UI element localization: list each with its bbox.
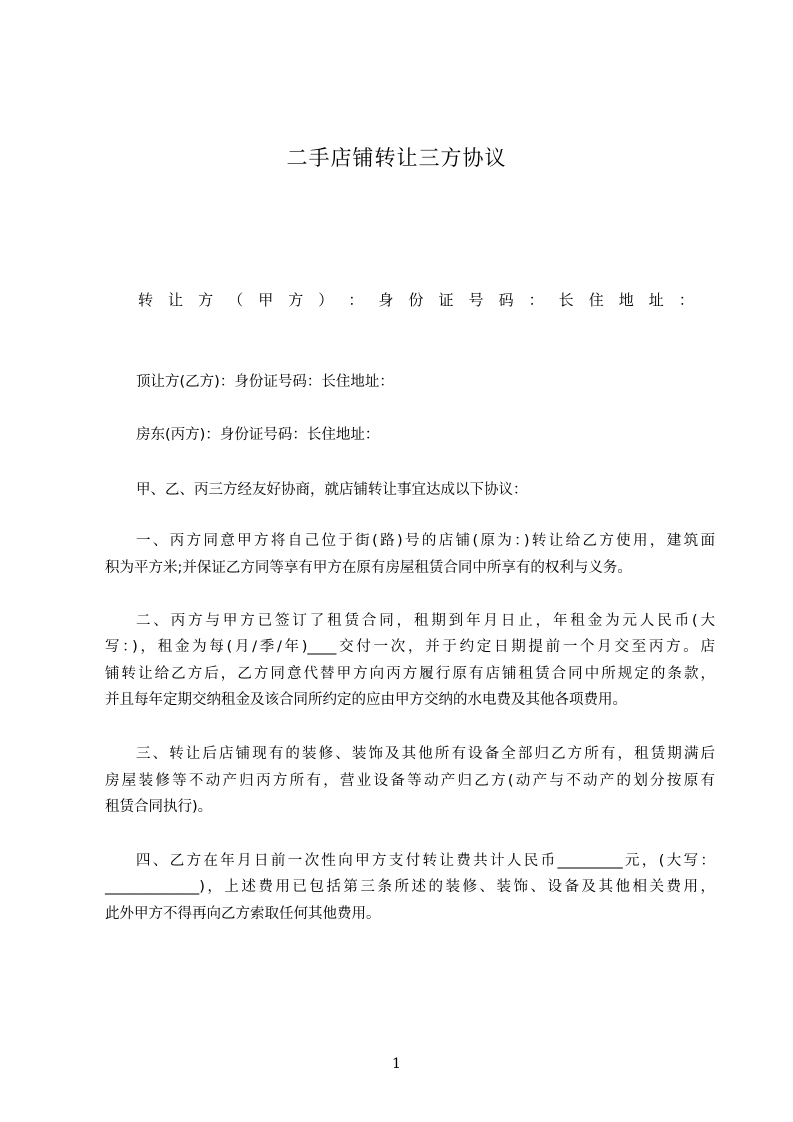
- transferor-line-char: ：: [348, 291, 364, 309]
- clause-1-line-1: 一、丙方同意甲方将自己位于街(路)号的店铺(原为：)转让给乙方使用，建筑面: [136, 533, 715, 549]
- transferor-line-char: 址: [648, 291, 664, 309]
- clause-4-line-2: _____________)，上述费用已包括第三条所述的装修、装饰、设备及其他相关费用，: [105, 879, 715, 895]
- clause-1-line-2: 积为平方米;并保证乙方同等享有甲方在原有房屋租赁合同中所享有的权利与义务。: [105, 560, 632, 576]
- clause-4-line-3: 此外甲方不得再向乙方索取任何其他费用。: [105, 906, 381, 922]
- transferor-line-char: 让: [168, 291, 184, 309]
- page-number: 1: [392, 1056, 401, 1072]
- document-title: 二手店铺转让三方协议: [286, 146, 507, 170]
- transferor-line-char: ：: [678, 291, 694, 309]
- transferor-line-char: 转: [138, 291, 154, 309]
- clause-2-line-4: 并且每年定期交纳租金及该合同所约定的应由甲方交纳的水电费及其他各项费用。: [105, 692, 627, 708]
- clause-3-line-1: 三、转让后店铺现有的装修、装饰及其他所有设备全部归乙方所有，租赁期满后: [136, 746, 715, 762]
- clause-3-line-2: 房屋装修等不动产归丙方所有，营业设备等动产归乙方(动产与不动产的划分按原有: [105, 773, 715, 789]
- clause-2-line-2: 写：)，租金为每(月/季/年)____交付一次，并于约定日期提前一个月交至丙方。店: [105, 639, 715, 655]
- transferor-line-char: 长: [558, 291, 574, 309]
- transferor-line-char: （: [228, 291, 244, 309]
- transferor-line-char: ）: [318, 291, 334, 309]
- transferor-line-char: 码: [498, 291, 514, 309]
- transferor-line: [138, 290, 694, 310]
- transferor-line-char: 方: [198, 291, 214, 309]
- transferor-line-char: 地: [618, 291, 634, 309]
- transferor-line-char: 住: [588, 291, 604, 309]
- clause-2-line-3: 铺转让给乙方后，乙方同意代替甲方向丙方履行原有店铺租赁合同中所规定的条款，: [105, 666, 715, 682]
- intro-paragraph: 甲、乙、丙三方经友好协商，就店铺转让事宜达成以下协议：: [136, 482, 528, 498]
- clause-4-line-1: 四、乙方在年月日前一次性向甲方支付转让费共计人民币_________元，(大写：: [136, 853, 715, 869]
- landlord-line: 房东(丙方)：身份证号码：长住地址：: [136, 427, 380, 443]
- assignee-line: 顶让方(乙方)：身份证号码：长住地址：: [136, 374, 394, 390]
- clause-3-line-3: 租赁合同执行)。: [105, 799, 213, 815]
- transferor-line-char: 身: [378, 291, 394, 309]
- clause-2-line-1: 二、丙方与甲方已签订了租赁合同，租期到年月日止，年租金为元人民币(大: [136, 613, 715, 629]
- transferor-line-char: 证: [438, 291, 454, 309]
- transferor-line-char: 号: [468, 291, 484, 309]
- transferor-line-char: 甲: [258, 291, 274, 309]
- transferor-line-char: 份: [408, 291, 424, 309]
- transferor-line-char: 方: [288, 291, 304, 309]
- transferor-line-char: ：: [528, 291, 544, 309]
